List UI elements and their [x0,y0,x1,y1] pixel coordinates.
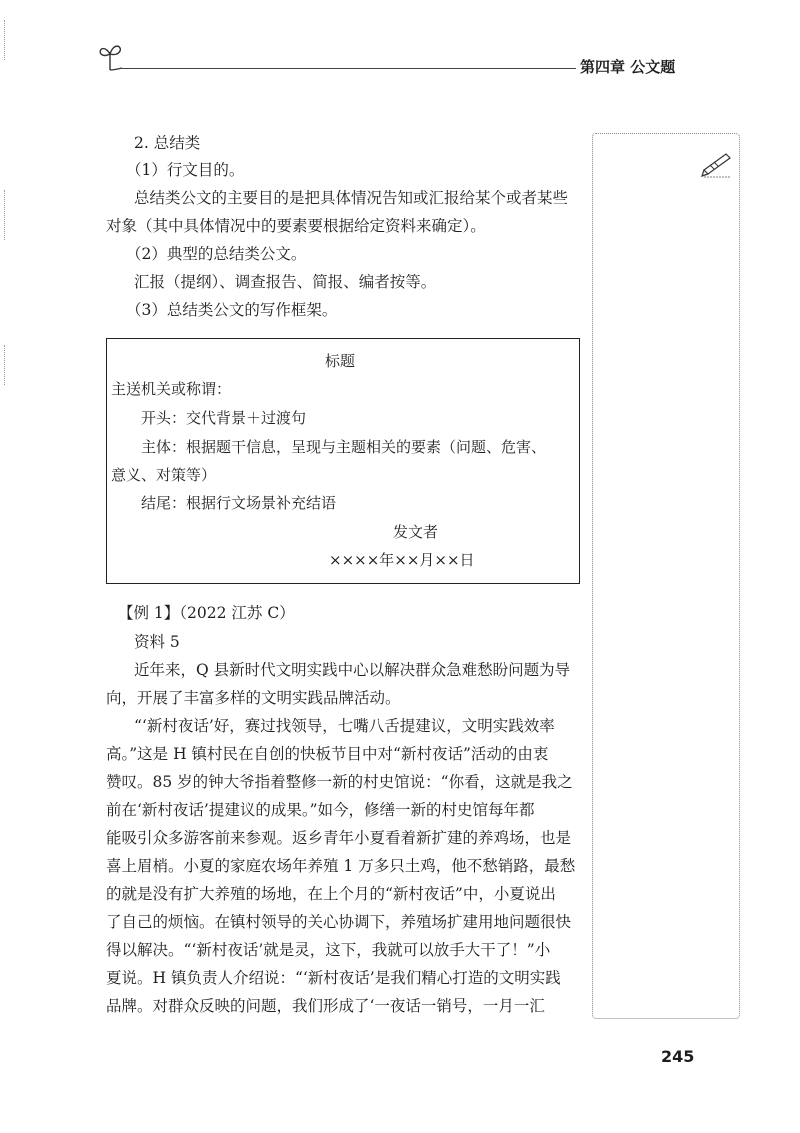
example-line: 前在‘新村夜话’提建议的成果。”如今，修缮一新的村史馆每年都 [106,801,535,819]
margin-dots [4,20,7,60]
example-line: 得以解决。“‘新村夜话’就是灵，这下，我就可以放手大干了！”小 [106,941,551,959]
box-date: ××××年××月××日 [329,551,475,569]
box-main-cont: 意义、对策等） [111,466,217,484]
example-line: 喜上眉梢。小夏的家庭农场年养殖 1 万多只土鸡，他不愁销路，最愁 [106,857,576,875]
section-title: 2. 总结类 [134,134,201,152]
subheading-typical: （2）典型的总结类公文。 [126,245,307,263]
chapter-title: 第四章 公文题 [576,56,675,77]
box-title: 标题 [325,352,356,370]
box-main: 主体：根据题干信息，呈现与主题相关的要素（问题、危害、 [141,438,547,456]
example-line: “‘新村夜话’好，赛过找领导，七嘴八舌提建议，文明实践效率 [134,717,555,735]
pen-icon [700,150,734,178]
paragraph: 对象（其中具体情况中的要素要根据给定资料来确定）。 [106,217,486,235]
example-line: 向，开展了丰富多样的文明实践品牌活动。 [106,689,401,707]
example-line: 夏说。H 镇负责人介绍说：“‘新村夜话’是我们精心打造的文明实践 [106,969,561,987]
example-line: 了自己的烦恼。在镇村领导的关心协调下，养殖场扩建用地问题很快 [106,913,572,931]
box-issuer: 发文者 [393,523,439,541]
box-ending: 结尾：根据行文场景补充结语 [141,494,337,512]
subheading-purpose: （1）行文目的。 [126,161,245,179]
margin-dots [4,345,7,385]
margin-dots [4,190,7,240]
framework-box [106,338,580,584]
header-rule [120,68,590,69]
example-line: 的就是没有扩大养殖的场地，在上个月的“新村夜话”中，小夏说出 [106,885,556,903]
page-number: 245 [661,1047,695,1066]
example-line: 赞叹。85 岁的钟大爷指着整修一新的村史馆说：“你看，这就是我之 [106,773,573,791]
notes-margin [592,133,740,1019]
running-header [98,40,698,80]
paragraph: 汇报（提纲）、调查报告、简报、编者按等。 [134,273,437,291]
box-opening: 开头：交代背景＋过渡句 [141,409,307,427]
example-line: 能吸引众多游客前来参观。返乡青年小夏看着新扩建的养鸡场，也是 [106,829,572,847]
example-line: 高。”这是 H 镇村民在自创的快板节目中对“新村夜话”活动的由衷 [106,745,549,763]
paragraph: 总结类公文的主要目的是把具体情况告知或汇报给某个或者某些 [134,189,569,207]
example-line: 品牌。对群众反映的问题，我们形成了‘一夜话一销号，一月一汇 [106,997,545,1015]
subheading-framework: （3）总结类公文的写作框架。 [126,301,338,319]
example-label: 【例 1】（2022 江苏 C） [118,604,295,622]
material-label: 资料 5 [134,633,180,651]
example-line: 近年来，Q 县新时代文明实践中心以解决群众急难愁盼问题为导 [134,661,571,679]
box-recipient: 主送机关或称谓： [111,380,232,398]
